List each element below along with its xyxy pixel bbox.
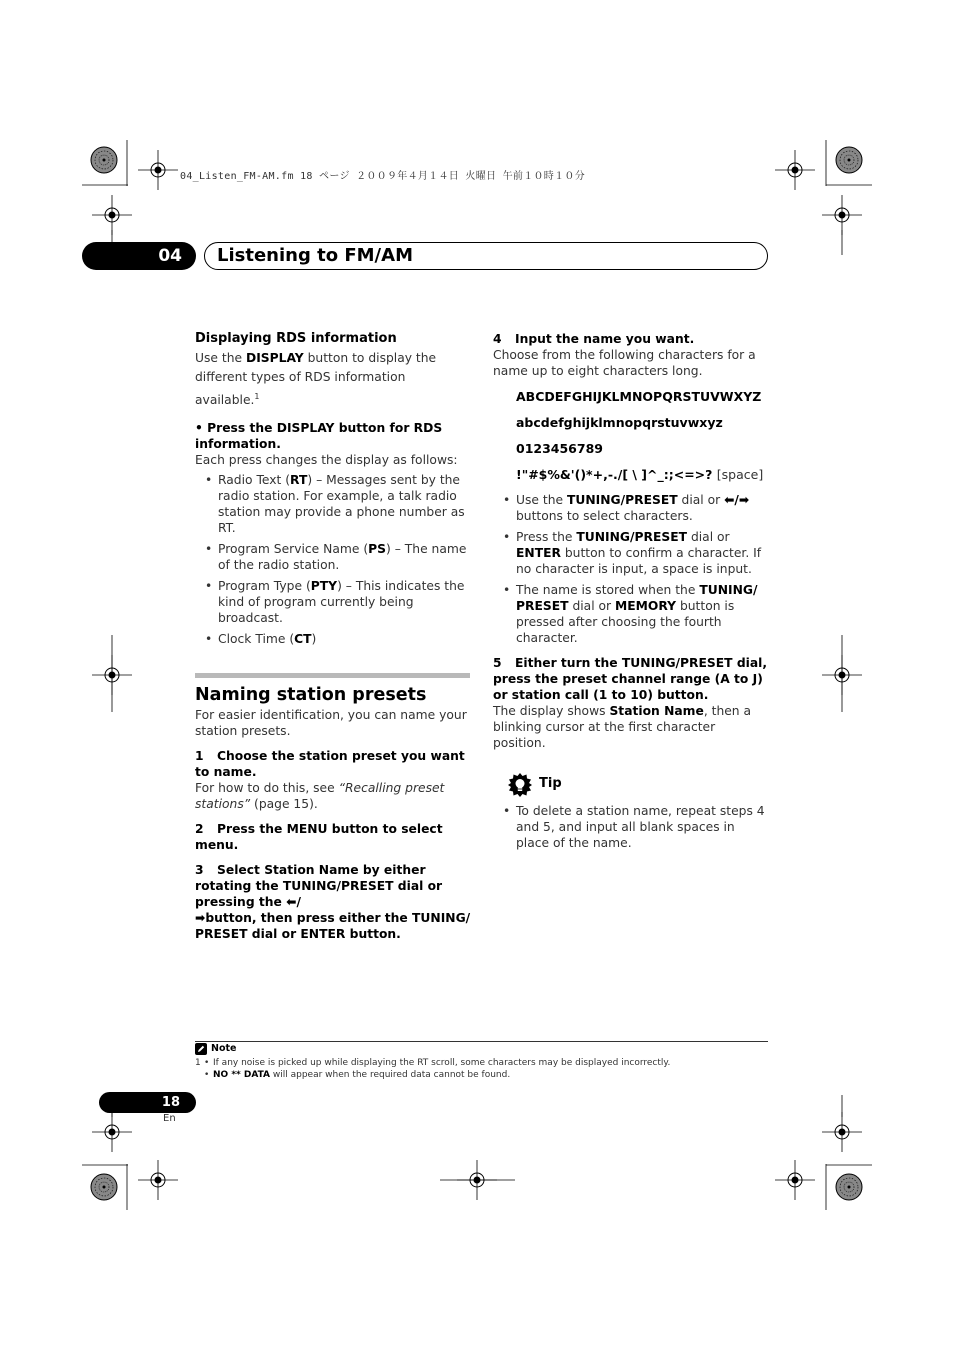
chapter-number: 04 (82, 242, 196, 270)
list-item: • Program Service Name (PS) – The name of the radio station. (195, 541, 471, 573)
list-item: • Use the TUNING/PRESET dial or ⬅/➡ buttons to select characters. (493, 492, 769, 524)
char-bullets (493, 492, 769, 646)
chapter-title: Listening to FM/AM (204, 242, 768, 270)
chars-digits: 0123456789 (516, 441, 603, 456)
tip-list (493, 803, 769, 851)
step-1: 1 Choose the station preset you want to name. (195, 749, 465, 780)
list-item: • Clock Time (CT) (195, 631, 471, 647)
note-item: • NO ** DATA will appear when the required data cannot be found. (204, 1070, 511, 1080)
page-number: 18 (99, 1092, 196, 1113)
note-area (195, 1043, 768, 1081)
section-title: Naming station presets (195, 685, 427, 706)
step-5-body: The display shows Station Name, then a blinking cursor at the first character position. (493, 704, 752, 750)
step-2: 2 Press the MENU button to select menu. (195, 822, 443, 853)
note-label: Note (211, 1043, 237, 1054)
step-4: 4 Input the name you want. (493, 332, 695, 346)
rds-list (195, 472, 471, 647)
print-header: 04_Listen_FM-AM.fm 18 ページ ２００９年４月１４日 火曜日 午前１０時１０分 (180, 171, 586, 182)
lightbulb-icon (507, 772, 533, 798)
section-intro: For easier identification, you can name your station presets. (195, 708, 467, 739)
note-divider (195, 1041, 768, 1042)
rds-step: • Press the DISPLAY button for RDS information. (195, 421, 443, 452)
chars-lower: abcdefghijklmnopqrstuvwxyz (516, 415, 723, 430)
list-item: • The name is stored when the TUNING/ PRESET dial or MEMORY button is pressed after choosing the fourth character. (493, 582, 769, 646)
list-item: • Program Type (PTY) – This indicates the kind of program currently being broadcast. (195, 578, 471, 626)
note-header (195, 1043, 768, 1055)
step-4-body: Choose from the following characters for a name up to eight characters long. (493, 348, 756, 378)
chars-symbols: !"#$%&'()*+,-./[ \ ]^_:;<=>? [space] (516, 467, 764, 482)
left-column (195, 331, 471, 942)
right-column (493, 331, 769, 851)
list-item: • Press the TUNING/PRESET dial or ENTER button to confirm a character. If no character is input, a space is input. (493, 529, 769, 577)
list-item: • To delete a station name, repeat steps 4 and 5, and input all blank spaces in place of the name. (493, 803, 769, 851)
tip-label: Tip (539, 775, 562, 791)
rds-each: Each press changes the display as follows: (195, 453, 458, 468)
arrow-left-icon: ⬅ (286, 895, 297, 910)
page-language: En (163, 1113, 176, 1124)
section-rule (195, 673, 470, 678)
footnote-ref: 1 (254, 392, 260, 401)
step-5: 5 Either turn the TUNING/PRESET dial, press the preset channel range (A to J) or station call (1 to 10) button. (493, 656, 768, 702)
chars-upper: ABCDEFGHIJKLMNOPQRSTUVWXYZ (516, 389, 762, 404)
note-item: 1 • If any noise is picked up while displaying the RT scroll, some characters may be displayed incorrectly. (195, 1058, 671, 1068)
rds-heading: Displaying RDS information (195, 331, 397, 346)
tip-header (493, 772, 769, 798)
arrow-right-icon: ➡ (195, 911, 206, 926)
rds-intro: Use the DISPLAY button to display the different types of RDS information available.$^1$ (195, 351, 437, 408)
step-1-body: For how to do this, see “Recalling preset stations” (page 15). (195, 781, 445, 812)
list-item: • Radio Text (RT) – Messages sent by the radio station. For example, a talk radio station may provide a phone number as RT. (195, 472, 471, 536)
step-3: 3 Select Station Name by either rotating the TUNING/PRESET dial or pressing the ⬅/ ➡button, then press either the TUNING/ PRESET dial or ENTER button. (195, 863, 471, 942)
pencil-icon (195, 1043, 207, 1055)
